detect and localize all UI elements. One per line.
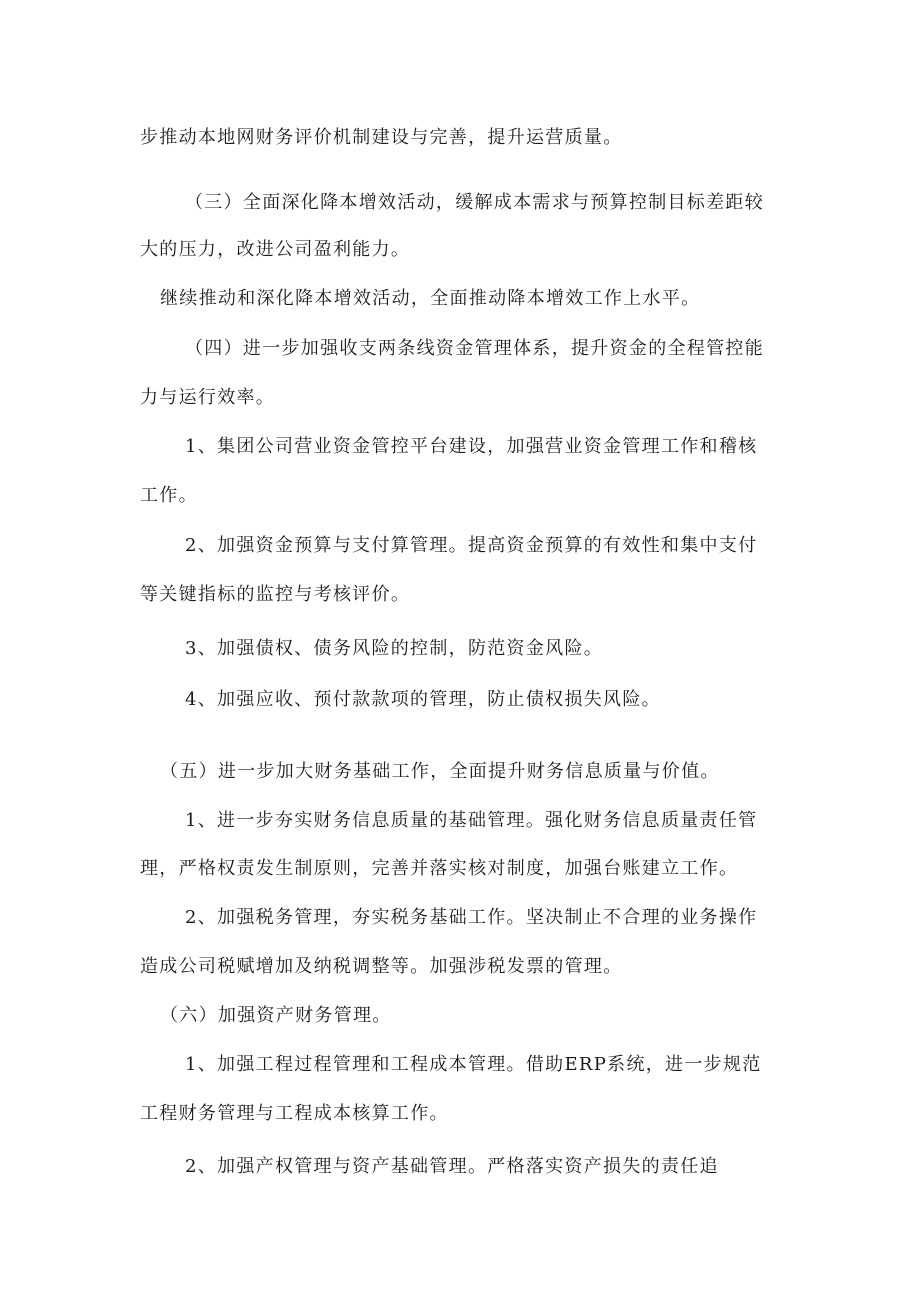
section-heading-3: （三）全面深化降本增效活动，缓解成本需求与预算控制目标差距较	[185, 192, 764, 213]
list-item-6-2: 2、加强产权管理与资产基础管理。严格落实资产损失的责任追	[185, 1156, 719, 1177]
paragraph-line: 继续推动和深化降本增效活动，全面推动降本增效工作上水平。	[160, 288, 701, 309]
section-heading-6: （六）加强资产财务管理。	[160, 1005, 392, 1026]
text-line-17: 造成公司税赋增加及纳税调整等。加强涉税发票的管理。	[140, 956, 623, 977]
section-heading-5: （五）进一步加大财务基础工作，全面提升财务信息质量与价值。	[160, 761, 720, 782]
list-item-6-1: 1、加强工程过程管理和工程成本管理。借助ERP系统，进一步规范	[185, 1054, 762, 1075]
text-line-1: 步推动本地网财务评价机制建设与完善，提升运营质量。	[140, 127, 623, 148]
text-line-8: 工作。	[140, 485, 198, 506]
list-item-5-2: 2、加强税务管理，夯实税务基础工作。坚决制止不合理的业务操作	[185, 907, 758, 928]
section-heading-4: （四）进一步加强收支两条线资金管理体系，提升资金的全程管控能	[185, 338, 764, 359]
list-item-4-3: 3、加强债权、债务风险的控制，防范资金风险。	[185, 638, 604, 659]
text-line-10: 等关键指标的监控与考核评价。	[140, 584, 411, 605]
list-item-4-2: 2、加强资金预算与支付算管理。提高资金预算的有效性和集中支付	[185, 535, 758, 556]
text-line-6: 力与运行效率。	[140, 387, 276, 408]
list-item-4-4: 4、加强应收、预付款款项的管理，防止债权损失风险。	[185, 689, 661, 710]
text-line-15: 理，严格权责发生制原则，完善并落实核对制度，加强台账建立工作。	[140, 858, 739, 879]
list-item-5-1: 1、进一步夯实财务信息质量的基础管理。强化财务信息质量责任管	[185, 810, 758, 831]
list-item-4-1: 1、集团公司营业资金管控平台建设，加强营业资金管理工作和稽核	[185, 436, 758, 457]
text-line-3: 大的压力，改进公司盈利能力。	[140, 239, 411, 260]
text-line-20: 工程财务管理与工程成本核算工作。	[140, 1103, 449, 1124]
